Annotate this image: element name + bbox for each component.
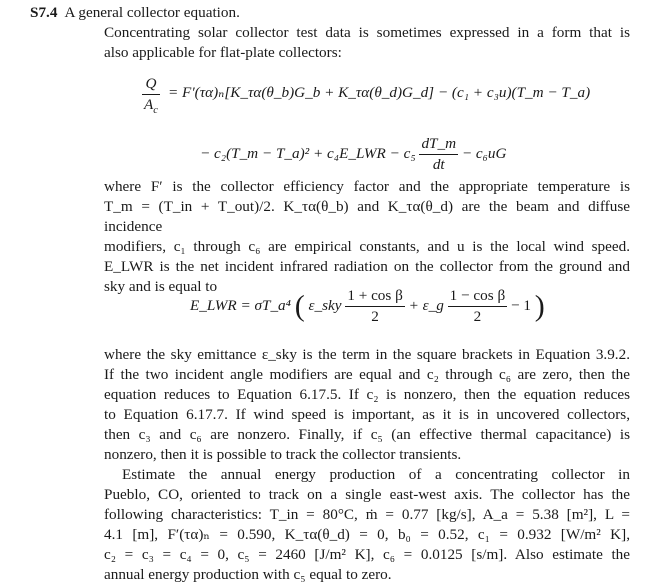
explanation-line-3: equation reduces to Equation 6.17.5. If c₂ is nonzero, then the equation reduces [104, 386, 630, 403]
fraction-numerator: 1 − cos β [449, 287, 506, 304]
problem-title: A general collector equation. [64, 4, 240, 21]
task-paragraph [104, 465, 630, 585]
explanation-line-2: If the two incident angle modifiers are equal and c₂ through c₆ are zero, then the [104, 366, 630, 383]
fraction-numerator: 1 + cos β [347, 287, 403, 304]
task-line-5: c₂ = c₃ = c₄ = 0, c₅ = 2460 [J/m² K], c₆ = 0.0125 [s/m]. Also estimate the [104, 546, 630, 563]
equation-2 [190, 286, 545, 327]
task-line-4: 4.1 [m], F′(τα)ₙ = 0.590, K_τα(θ_d) = 0, b₀ = 0.52, c₁ = 0.932 [W/m² K], [104, 526, 630, 543]
fraction-denominator: 2 [345, 306, 405, 327]
task-line-6: annual energy production with c₅ equal to zero. [104, 566, 392, 583]
definitions-line-5: sky and is equal to [104, 278, 218, 295]
equation-1-row-2-terms: − c₂(T_m − T_a)² + c₄E_LWR − c₅ [200, 144, 416, 162]
eps-sky: ε_sky [308, 296, 342, 314]
fraction-denominator: 2 [448, 306, 508, 327]
fraction-denominator: $A_c$ [144, 96, 158, 117]
fraction-numerator: dT_m [421, 135, 457, 152]
definitions-line-4: E_LWR is the net incident infrared radiation on the collector from the ground and [104, 258, 630, 275]
q-over-ac-fraction [142, 74, 160, 115]
equation-1-row-2 [200, 134, 506, 175]
task-line-2: Pueblo, CO, oriented to track on a single east-west axis. The collector has the [104, 486, 630, 503]
explanation-line-1: where the sky emittance ε_sky is the term in the square brackets in Equation 3.9.2. [104, 346, 630, 363]
equation-1-lhs [142, 74, 160, 115]
task-line-1: Estimate the annual energy production of a concentrating collector in [122, 466, 630, 483]
explanation-line-4: to Equation 6.17.7. If wind speed is important, as it is in uncovered collectors, [104, 406, 630, 423]
task-line-3: following characteristics: T_in = 80°C, ṁ = 0.77 [kg/s], A_a = 5.38 [m²], L = [104, 506, 630, 523]
open-paren: ( [294, 289, 305, 323]
equation-2-lhs: E_LWR = σT_a⁴ [190, 296, 291, 314]
definitions-line-1: where F′ is the collector efficiency factor and the appropriate temperature is [104, 178, 630, 195]
definitions-line-3: modifiers, c₁ through c₆ are empirical constants, and u is the local wind speed. [104, 238, 630, 255]
explanation-paragraph [104, 345, 630, 465]
one-plus-cos-fraction [345, 286, 405, 327]
close-paren: ) [534, 289, 545, 323]
explanation-line-6: nonzero, then it is possible to track the collector transients. [104, 446, 462, 463]
intro-line-1: Concentrating solar collector test data is sometimes expressed in a form that is [104, 24, 630, 41]
problem-header [30, 3, 240, 23]
equation-1-row-2-tail: − c₆uG [461, 144, 507, 162]
definitions-line-2: T_m = (T_in + T_out)/2. K_τα(θ_b) and K_τα(θ_d) are the beam and diffuse incidence [104, 198, 630, 235]
definitions-paragraph [104, 177, 630, 297]
intro-line-2: also applicable for flat-plate collectors: [104, 44, 342, 61]
problem-number: S7.4 [30, 4, 58, 21]
equation-1-row-1: = F′(τα)ₙ[K_τα(θ_b)G_b + K_τα(θ_d)G_d] − (c₁ + c₃u)(T_m − T_a) [168, 84, 591, 101]
fraction-denominator: dt [419, 154, 458, 175]
fraction-numerator: Q [145, 75, 157, 92]
minus-one: − 1 [510, 296, 531, 314]
eps-ground: + ε_g [408, 296, 444, 314]
dtm-dt-fraction [419, 134, 458, 175]
one-minus-cos-fraction [448, 286, 508, 327]
intro-paragraph [104, 23, 630, 63]
explanation-line-5: then c₃ and c₆ are nonzero. Finally, if c₅ (an effective thermal capacitance) is [104, 426, 630, 443]
